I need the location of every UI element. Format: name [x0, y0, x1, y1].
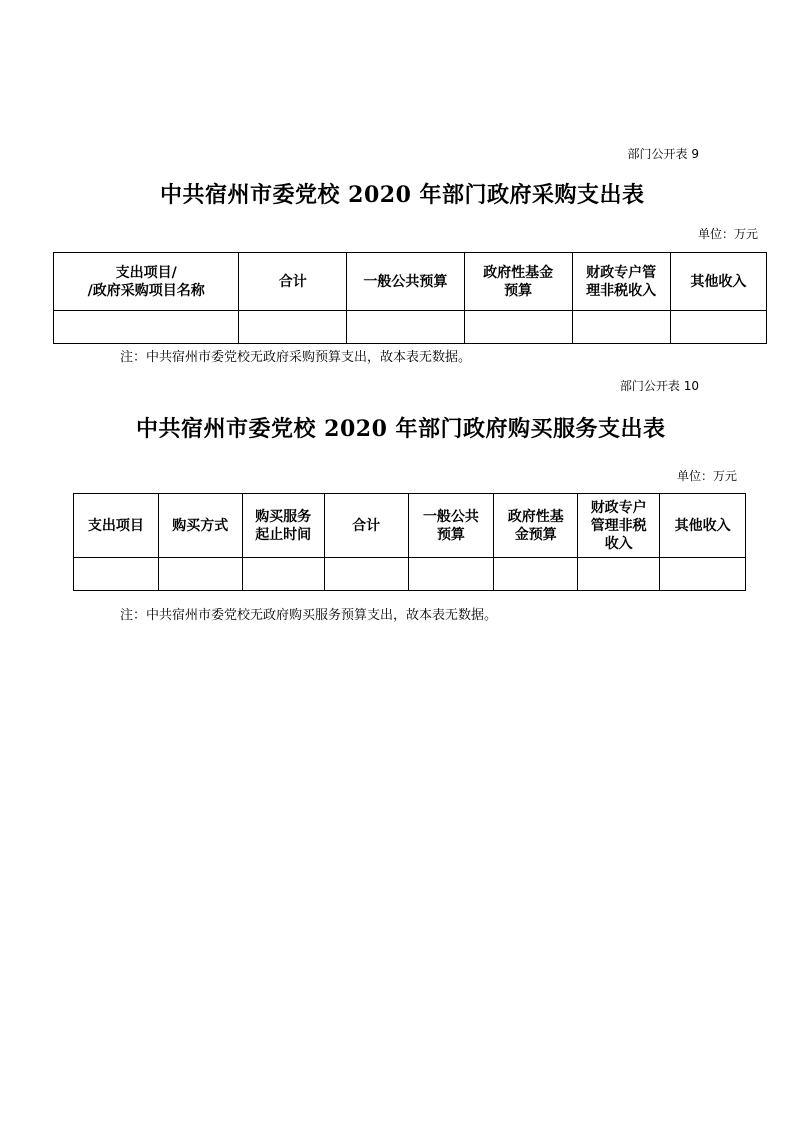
table10-row: [74, 558, 746, 591]
table9-header-cell: 支出项目/ /政府采购项目名称: [54, 253, 239, 311]
table10-cell: [578, 558, 660, 591]
table10-header-cell: 政府性基 金预算: [494, 494, 578, 558]
table9-header-cell: 财政专户管 理非税收入: [572, 253, 670, 311]
table10-cell: [242, 558, 324, 591]
table9-note: 注：中共宿州市委党校无政府采购预算支出，故本表无数据。: [120, 350, 472, 365]
table9-cell: [239, 311, 347, 344]
table9-cell: [572, 311, 670, 344]
table10-title: 中共宿州市委党校 2020 年部门政府购买服务支出表: [136, 416, 666, 442]
table10-cell: [408, 558, 494, 591]
table9-header-cell: 政府性基金 预算: [464, 253, 572, 311]
table9-cell: [54, 311, 239, 344]
table10-cell: [494, 558, 578, 591]
table10-header-cell: 一般公共 预算: [408, 494, 494, 558]
table10-cell: [660, 558, 746, 591]
table10-cell: [324, 558, 408, 591]
table10-header-row: [74, 494, 746, 558]
table10-note: 注：中共宿州市委党校无政府购买服务预算支出，故本表无数据。: [120, 608, 498, 623]
table10-cell: [158, 558, 242, 591]
table9-unit: 单位：万元: [697, 227, 758, 241]
table9-row: [54, 311, 767, 344]
table9-cell: [347, 311, 465, 344]
table10-header-cell: 购买方式: [158, 494, 242, 558]
table9-cell: [670, 311, 766, 344]
table9-header-cell: 合计: [239, 253, 347, 311]
table10-header-cell: 支出项目: [74, 494, 159, 558]
table9-header-cell: 其他收入: [670, 253, 766, 311]
table10-unit: 单位：万元: [676, 469, 737, 483]
table9: [53, 252, 767, 344]
table9-cell: [464, 311, 572, 344]
table10-header-cell: 其他收入: [660, 494, 746, 558]
table10: [73, 493, 746, 591]
table10-header-cell: 财政专户 管理非税 收入: [578, 494, 660, 558]
table10-tag: 部门公开表 10: [619, 379, 699, 393]
table9-header-cell: 一般公共预算: [347, 253, 465, 311]
table9-title: 中共宿州市委党校 2020 年部门政府采购支出表: [160, 182, 645, 208]
table9-tag: 部门公开表 9: [627, 147, 699, 161]
table9-header-row: [54, 253, 767, 311]
table10-header-cell: 购买服务 起止时间: [242, 494, 324, 558]
table10-header-cell: 合计: [324, 494, 408, 558]
table10-cell: [74, 558, 159, 591]
